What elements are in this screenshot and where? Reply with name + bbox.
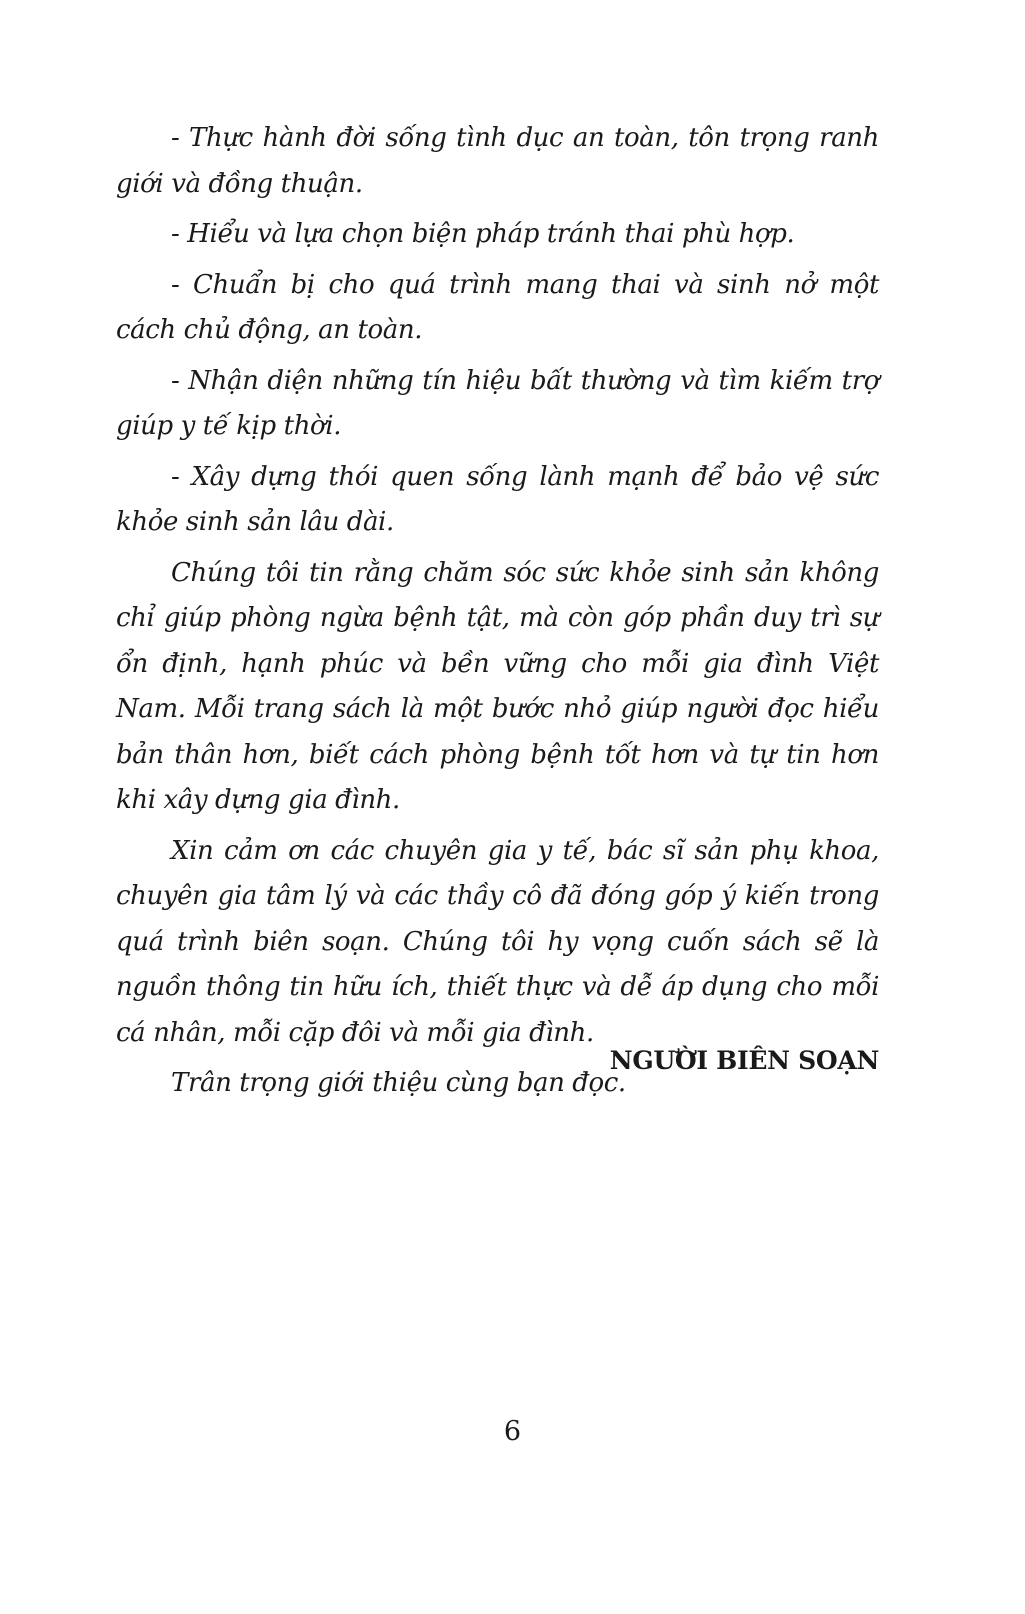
bullet-safe-sex: - Thực hành đời sống tình dục an toàn, tôn trọng ranh giới và đồng thuận. — [116, 123, 879, 199]
bullet-contraception: - Hiểu và lựa chọn biện pháp tránh thai phù hợp. — [171, 219, 795, 249]
bullet-pregnancy-prep: - Chuẩn bị cho quá trình mang thai và sinh nở một cách chủ động, an toàn. — [116, 269, 879, 345]
paragraph-thanks: Xin cảm ơn các chuyên gia y tế, bác sĩ sản phụ khoa, chuyên gia tâm lý và các thầy cô đã đóng góp ý kiến trong quá trình biên soạn. Chúng tôi hy vọng cuốn sách sẽ là nguồn thông tin hữu ích, thiết thực và dễ áp dụng cho mỗi cá nhân, mỗi cặp đôi và mỗi gia đình. — [116, 835, 879, 1048]
author-signature: NGƯỜI BIÊN SOẠN — [609, 1046, 879, 1075]
bullet-healthy-habits: - Xây dựng thói quen sống lành mạnh để bảo vệ sức khỏe sinh sản lâu dài. — [116, 461, 879, 537]
paragraph-closing: Trân trọng giới thiệu cùng bạn đọc. — [171, 1068, 626, 1098]
bullet-warning-signs: - Nhận diện những tín hiệu bất thường và tìm kiếm trợ giúp y tế kịp thời. — [116, 365, 879, 441]
paragraph-belief: Chúng tôi tin rằng chăm sóc sức khỏe sinh sản không chỉ giúp phòng ngừa bệnh tật, mà còn góp phần duy trì sự ổn định, hạnh phúc và bền vững cho mỗi gia đình Việt Nam. Mỗi trang sách là một bước nhỏ giúp người đọc hiểu bản thân hơn, biết cách phòng bệnh tốt hơn và tự tin hơn khi xây dựng gia đình. — [116, 557, 879, 815]
page-number: 6 — [503, 1416, 522, 1447]
body-text — [116, 116, 879, 1112]
